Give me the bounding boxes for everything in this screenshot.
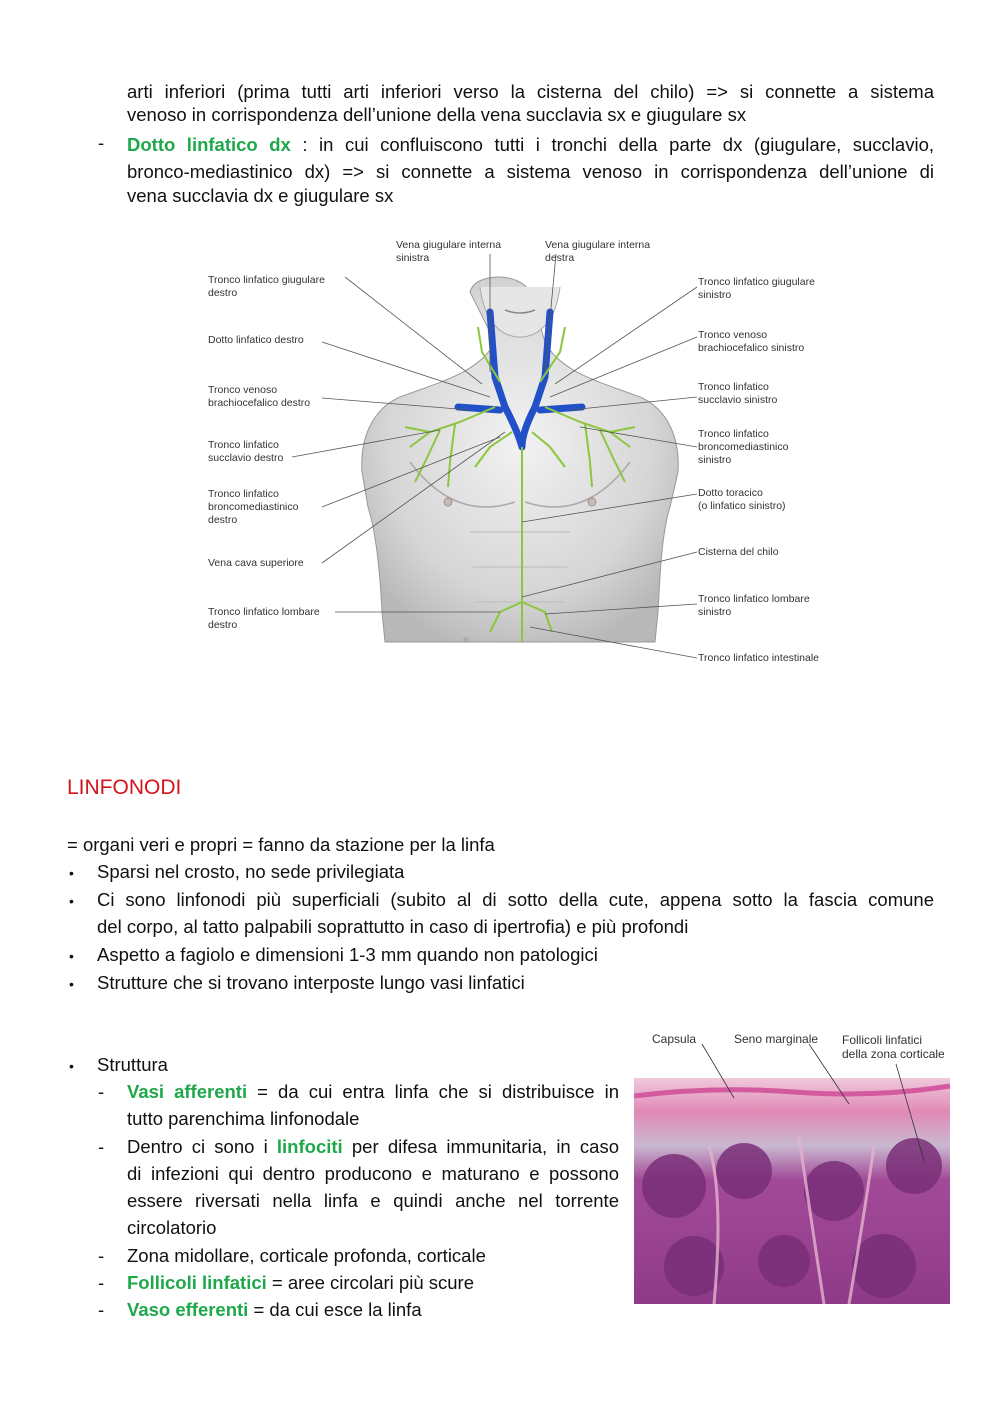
struttura-item: Vasi afferenti = da cui entra linfa che si distribuisce in: [127, 1081, 619, 1102]
bullet-icon: •: [69, 948, 74, 964]
dash-bullet: -: [98, 1272, 105, 1293]
label-vena-giugulare-sx: Vena giugulare interna sinistra: [396, 239, 502, 264]
intro-line: = organi veri e propri = fanno da stazione per la linfa: [67, 834, 495, 855]
struttura-item: essere riversati nella linfa e quindi anche nel torrente: [127, 1190, 619, 1211]
term-vasi-afferenti: Vasi afferenti: [127, 1081, 248, 1102]
bullet-text: Aspetto a fagiolo e dimensioni 1-3 mm quando non patologici: [97, 944, 598, 965]
paragraph-line: venoso in corrispondenza dell’unione della vena succlavia sx e giugulare sx: [127, 104, 747, 125]
label-right-5: Dotto toracico (o linfatico sinistro): [698, 487, 786, 512]
histology-image: [634, 1026, 954, 1306]
bullet-text: del corpo, al tatto palpabili soprattutto in caso di ipertrofia) e più profondi: [97, 916, 689, 937]
struttura-title: Struttura: [97, 1054, 168, 1075]
bullet-icon: •: [69, 1058, 74, 1074]
label-left-1: Tronco linfatico giugulare destro: [208, 274, 325, 299]
dash-bullet: -: [98, 1299, 105, 1320]
bullet-text: Sparsi nel crosto, no sede privilegiata: [97, 861, 405, 882]
section-heading-linfonodi: LINFONODI: [67, 776, 182, 799]
label-left-7: Tronco linfatico lombare destro: [208, 606, 320, 631]
label-left-4: Tronco linfatico succlavio destro: [208, 439, 284, 464]
lymph-node-histology-figure: [634, 1026, 954, 1306]
label-vena-giugulare-dx: Vena giugulare interna destra: [545, 239, 651, 264]
label-seno-marginale: Seno marginale: [734, 1032, 819, 1046]
label-right-8: Tronco linfatico intestinale: [698, 652, 820, 664]
paragraph-line: Dotto linfatico dx : in cui confluiscono tutti i tronchi della parte dx (giugulare, succlavio,: [127, 134, 934, 155]
term-vaso-efferenti: Vaso efferenti: [127, 1299, 249, 1320]
label-left-2: Dotto linfatico destro: [208, 334, 304, 346]
paragraph-line: bronco-mediastinico dx) => si connette a sistema venoso in corrispondenza dell’unione di: [127, 161, 934, 182]
struttura-item: Dentro ci sono i linfociti per difesa immunitaria, in caso: [127, 1136, 619, 1157]
label-left-3: Tronco venoso brachiocefalico destro: [208, 384, 311, 409]
label-right-4: Tronco linfatico broncomediastinico sinistro: [698, 428, 789, 466]
label-follicoli: Follicoli linfatici della zona corticale: [842, 1033, 945, 1061]
dash-bullet: -: [98, 132, 105, 153]
dash-bullet: -: [98, 1245, 105, 1266]
struttura-item: Zona midollare, corticale profonda, corticale: [127, 1245, 486, 1266]
label-right-7: Tronco linfatico lombare sinistro: [698, 593, 810, 618]
label-capsula: Capsula: [652, 1032, 697, 1046]
label-left-5: Tronco linfatico broncomediastinico destro: [208, 488, 299, 526]
struttura-item: circolatorio: [127, 1217, 217, 1238]
bullet-text: Strutture che si trovano interposte lungo vasi linfatici: [97, 972, 525, 993]
term-dotto-linfatico-dx: Dotto linfatico dx: [127, 134, 291, 155]
bullet-icon: •: [69, 976, 74, 992]
struttura-item: Vaso efferenti = da cui esce la linfa: [127, 1299, 422, 1320]
term-linfociti: linfociti: [276, 1136, 343, 1157]
paragraph-line: vena succlavia dx e giugulare sx: [127, 185, 394, 206]
label-right-2: Tronco venoso brachiocefalico sinistro: [698, 329, 805, 354]
term-follicoli-linfatici: Follicoli linfatici: [127, 1272, 267, 1293]
paragraph-line: arti inferiori (prima tutti arti inferiori verso la cisterna del chilo) => si connette a sistema: [127, 81, 934, 102]
struttura-item: di infezioni qui dentro producono e maturano e possono: [127, 1163, 619, 1184]
bullet-icon: •: [69, 865, 74, 881]
lymphatic-diagram-figure: [200, 232, 840, 672]
dash-bullet: -: [98, 1081, 105, 1102]
dash-bullet: -: [98, 1136, 105, 1157]
label-left-6: Vena cava superiore: [208, 557, 304, 569]
struttura-item: Follicoli linfatici = aree circolari più scure: [127, 1272, 474, 1293]
struttura-item: tutto parenchima linfonodale: [127, 1108, 360, 1129]
label-right-6: Cisterna del chilo: [698, 546, 779, 558]
bullet-text: Ci sono linfonodi più superficiali (subito al di sotto della cute, appena sotto la fascia comune: [97, 889, 934, 910]
bullet-icon: •: [69, 893, 74, 909]
label-right-1: Tronco linfatico giugulare sinistro: [698, 276, 815, 301]
label-right-3: Tronco linfatico succlavio sinistro: [698, 381, 778, 406]
